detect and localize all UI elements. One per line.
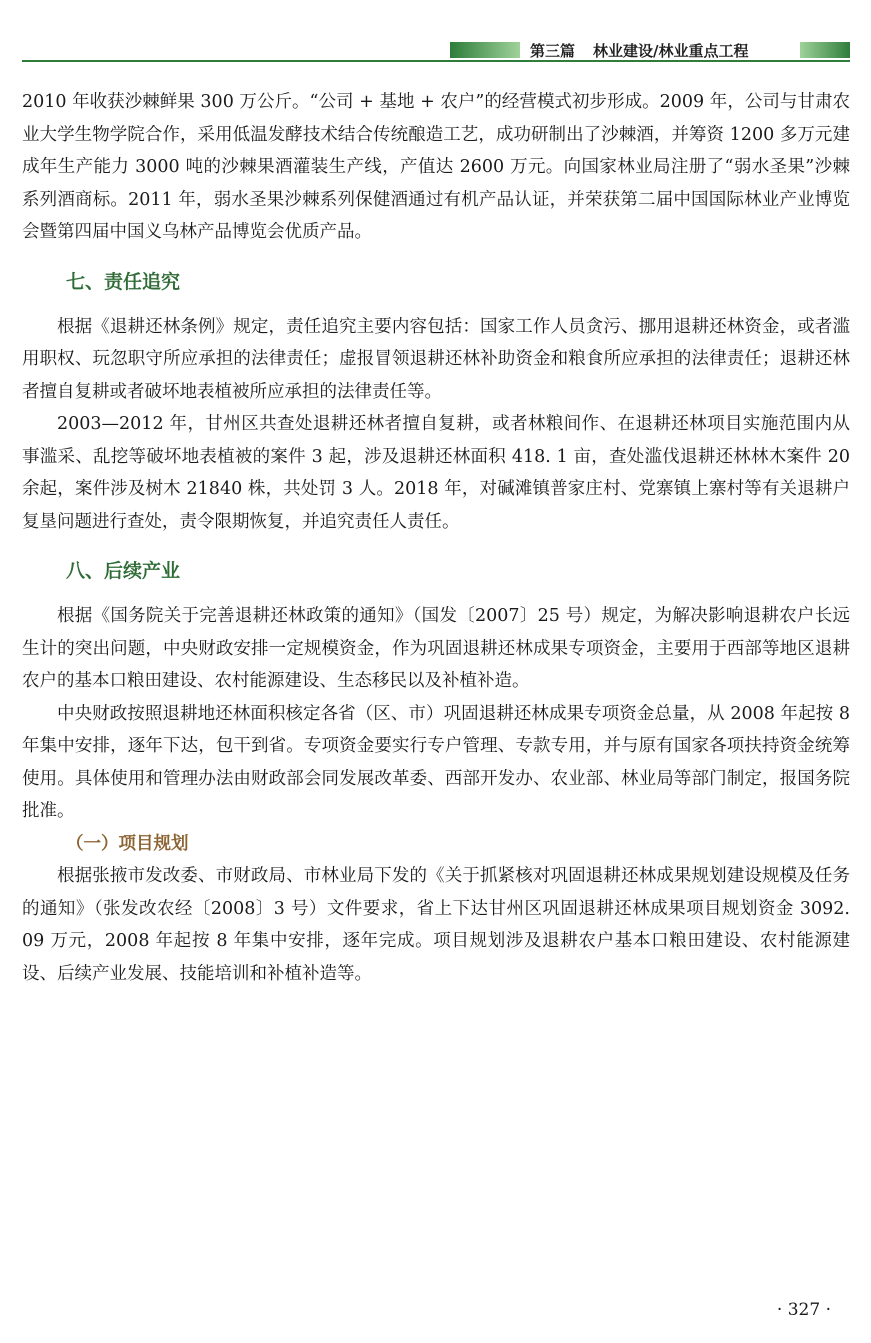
paragraph: 根据张掖市发改委、市财政局、市林业局下发的《关于抓紧核对巩固退耕还林成果规划建设规模及任务的通知》（张发改农经〔2008〕3 号）文件要求，省上下达甘州区巩固退耕还林成果项目规划资金 3092. 09 万元，2008 年起按 8 年集中安排，逐年完成。项目规划涉及退耕农户基本口粮田建设、农村能源建设、后续产业发展、技能培训和补植补造等。 xyxy=(22,866,850,984)
running-header xyxy=(22,40,850,62)
page-body xyxy=(22,86,850,990)
header-decor-right xyxy=(800,42,850,58)
section-heading-8: 八、后续产业 xyxy=(66,560,181,582)
paragraph: 2010 年收获沙棘鲜果 300 万公斤。“公司 + 基地 + 农户”的经营模式初步形成。2009 年，公司与甘肃农业大学生物学院合作，采用低温发酵技术结合传统酿造工艺，成功研制出了沙棘酒，并筹资 1200 多万元建成年生产能力 3000 吨的沙棘果酒灌装生产线，产值达 2600 万元。向国家林业局注册了“弱水圣果”沙棘系列酒商标。2011 年，弱水圣果沙棘系列保健酒通过有机产品认证，并荣获第二届中国国际林业产业博览会暨第四届中国义乌林产品博览会优质产品。 xyxy=(22,92,850,242)
paragraph: 2003—2012 年，甘州区共查处退耕还林者擅自复耕，或者林粮间作、在退耕还林项目实施范围内从事滥采、乱挖等破坏地表植被的案件 3 起，涉及退耕还林面积 418. 1 亩，查处滥伐退耕还林林木案件 20 余起，案件涉及树木 21840 株，共处罚 3 人。2018 年，对碱滩镇普家庄村、党寨镇上寨村等有关退耕户复垦问题进行查处，责令限期恢复，并追究责任人责任。 xyxy=(22,414,850,532)
paragraph: 中央财政按照退耕地还林面积核定各省（区、市）巩固退耕还林成果专项资金总量，从 2008 年起按 8 年集中安排，逐年下达，包干到省。专项资金要实行专户管理、专款专用，并与原有国家各项扶持资金统筹使用。具体使用和管理办法由财政部会同发展改革委、西部开发办、农业部、林业局等部门制定，报国务院批准。 xyxy=(22,703,850,821)
subsection-heading: （一）项目规划 xyxy=(66,833,189,854)
header-decor-left xyxy=(450,42,520,58)
section-heading-7: 七、责任追究 xyxy=(66,270,181,293)
header-title: 林业建设/林业重点工程 xyxy=(593,42,749,60)
header-rule xyxy=(22,60,850,62)
header-part: 第三篇 xyxy=(530,42,576,60)
page-number: · 327 · xyxy=(776,1300,831,1320)
header-text xyxy=(530,40,749,62)
paragraph: 根据《国务院关于完善退耕还林政策的通知》（国发〔2007〕25 号）规定，为解决影响退耕农户长远生计的突出问题，中央财政安排一定规模资金，作为巩固退耕还林成果专项资金，主要用于西部等地区退耕农户的基本口粮田建设、农村能源建设、生态移民以及补植补造。 xyxy=(22,606,850,691)
paragraph: 根据《退耕还林条例》规定，责任追究主要内容包括：国家工作人员贪污、挪用退耕还林资金，或者滥用职权、玩忽职守所应承担的法律责任；虚报冒领退耕还林补助资金和粮食所应承担的法律责任；退耕还林者擅自复耕或者破坏地表植被所应承担的法律责任等。 xyxy=(22,316,850,402)
